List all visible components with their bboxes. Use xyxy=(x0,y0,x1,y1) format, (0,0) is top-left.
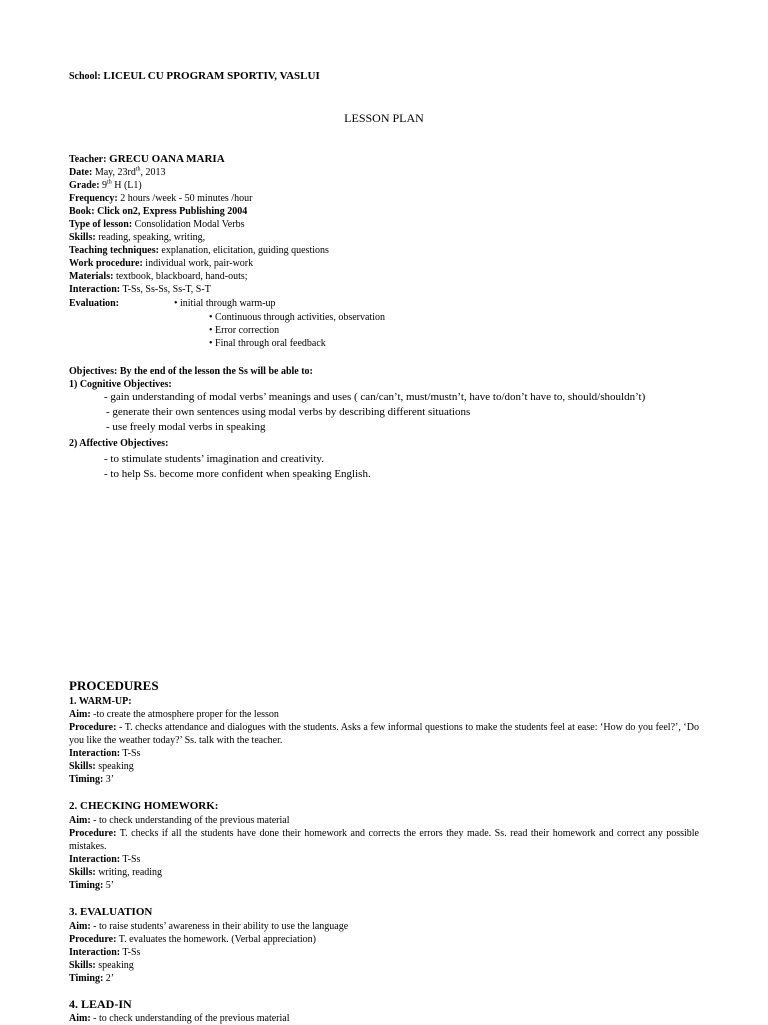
section-heading-homework: 2. CHECKING HOMEWORK: xyxy=(69,800,219,812)
grade-row: Grade: 9th H (L1) xyxy=(69,179,142,191)
warmup-procedure: Procedure: - T. checks attendance and dialogues with the students. Asks a few informal questions to make the students feel at ease: ‘How do you feel?’, ‘Do you like the weather today?’ Ss. talk with the teacher. xyxy=(69,722,699,746)
date-row: Date: May, $23rd^{th}$, 2013 xyxy=(69,166,166,178)
affective-objective-item: - to help Ss. become more confident when speaking English. xyxy=(104,468,371,480)
frequency-row: Frequency: 2 hours /week - 50 minutes /hour xyxy=(69,193,253,204)
homework-procedure: Procedure: T. checks if all the students have done their homework and corrects the errors they made. Ss. read their homework and correct any possible mistakes. xyxy=(69,828,699,852)
homework-aim: Aim: - to check understanding of the previous material xyxy=(69,815,290,826)
evaluation-aim: Aim: - to raise students’ awareness in their ability to use the language xyxy=(69,921,349,932)
homework-interaction: Interaction: T-Ss xyxy=(69,854,141,865)
evaluation-timing: Timing: 2’ xyxy=(69,973,115,984)
evaluation-item: • Final through oral feedback xyxy=(209,338,326,349)
evaluation-row: Evaluation: xyxy=(69,298,120,309)
school-label: School: xyxy=(69,71,101,82)
warmup-timing: Timing: 3’ xyxy=(69,774,115,785)
warmup-interaction: Interaction: T-Ss xyxy=(69,748,141,759)
homework-timing: Timing: 5’ xyxy=(69,880,115,891)
skills-row: Skills: reading, speaking, writing, xyxy=(69,232,206,243)
section-heading-warmup: 1. WARM-UP: xyxy=(69,696,132,707)
evaluation-procedure: Procedure: T. evaluates the homework. (Verbal appreciation) xyxy=(69,934,316,945)
warmup-skills: Skills: speaking xyxy=(69,761,134,772)
interaction-row: Interaction: T-Ss, Ss-Ss, Ss-T, S-T xyxy=(69,284,211,295)
evaluation-skills: Skills: speaking xyxy=(69,960,134,971)
book-row: Book: Click on2, Express Publishing 2004 xyxy=(69,206,248,217)
leadin-aim: Aim: - to check understanding of the previous material xyxy=(69,1013,290,1024)
page-title: LESSON PLAN xyxy=(344,111,424,125)
evaluation-item: • initial through warm-up xyxy=(174,298,276,309)
cognitive-objective-item: - generate their own sentences using modal verbs by describing different situations xyxy=(106,406,471,418)
section-heading-evaluation: 3. EVALUATION xyxy=(69,906,153,918)
objectives-intro: Objectives: By the end of the lesson the Ss will be able to: xyxy=(69,366,313,377)
lesson-type-row: Type of lesson: Consolidation Modal Verbs xyxy=(69,219,245,230)
cognitive-objective-item: - gain understanding of modal verbs’ meanings and uses ( can/can’t, must/mustn’t, have to/don’t have to, should/shouldn’t) xyxy=(104,391,646,403)
evaluation-item: • Continuous through activities, observation xyxy=(209,312,385,323)
cognitive-objective-item: - use freely modal verbs in speaking xyxy=(106,421,266,433)
affective-objectives-title: 2) Affective Objectives: xyxy=(69,438,169,449)
school-name: LICEUL CU PROGRAM SPORTIV, VASLUI xyxy=(103,70,320,82)
evaluation-interaction: Interaction: T-Ss xyxy=(69,947,141,958)
procedures-title: PROCEDURES xyxy=(69,678,159,693)
school-line xyxy=(69,70,320,83)
techniques-row: Teaching techniques: explanation, elicitation, guiding questions xyxy=(69,245,329,256)
cognitive-objectives-title: 1) Cognitive Objectives: xyxy=(69,379,172,390)
section-heading-leadin: 4. LEAD-IN xyxy=(69,997,132,1011)
teacher-row: Teacher: GRECU OANA MARIA xyxy=(69,153,225,165)
affective-objective-item: - to stimulate students’ imagination and creativity. xyxy=(104,453,324,465)
work-procedure-row: Work procedure: individual work, pair-work xyxy=(69,258,254,269)
homework-skills: Skills: writing, reading xyxy=(69,867,163,878)
evaluation-item: • Error correction xyxy=(209,325,280,336)
materials-row: Materials: textbook, blackboard, hand-outs; xyxy=(69,271,248,282)
warmup-aim: Aim: -to create the atmosphere proper for the lesson xyxy=(69,709,279,720)
